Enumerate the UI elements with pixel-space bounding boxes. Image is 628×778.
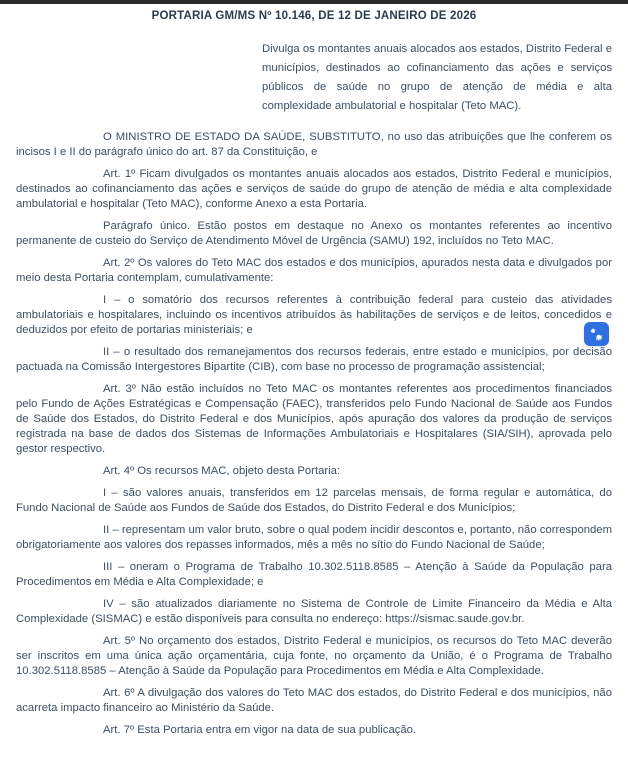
document-body [16, 40, 612, 738]
paragraph-art-4-inciso-i: I – são valores anuais, transferidos em 12 parcelas mensais, de forma regular e automática, do Fundo Nacional de Saúde aos Fundos de Saúde dos Estados, do Distrito Federal e dos Municípios; [16, 487, 612, 514]
paragraph-art-6: Art. 6º A divulgação dos valores do Teto MAC dos estados, do Distrito Federal e dos municípios, não acarreta impacto financeiro ao Ministério da Saúde. [16, 687, 612, 714]
paragraph-art-4-inciso-iii: III – oneram o Programa de Trabalho 10.302.5118.8585 – Atenção à Saúde da População para Procedimentos em Média e Alta Complexidade; e [16, 561, 612, 588]
paragraph-art-1: Art. 1º Ficam divulgados os montantes anuais alocados aos estados, Distrito Federal e municípios, destinados ao cofinanciamento das ações e serviços de saúde do grupo de atenção de média e alta complexidade ambulatorial e hospitalar (Teto MAC), conforme Anexo a esta Portaria. [16, 168, 612, 210]
paragraph-preamble: O MINISTRO DE ESTADO DA SAÚDE, SUBSTITUTO, no uso das atribuições que lhe conferem os incisos I e II do parágrafo único do art. 87 da Constituição, e [16, 131, 612, 158]
paragraph-art-1-paragrafo-unico: Parágrafo único. Estão postos em destaque no Anexo os montantes referentes ao incentivo permanente de custeio do Serviço de Atendimento Móvel de Urgência (SAMU) 192, incluídos no Teto MAC. [16, 220, 612, 247]
paragraph-art-5: Art. 5º No orçamento dos estados, Distrito Federal e municípios, os recursos do Teto MAC deverão ser inscritos em uma única ação orçamentária, cuja fonte, no orçamento da União, é o Programa de Trabalho 10.302.5118.8585 – Atenção à Saúde da População para Procedimentos em Média e Alta Complexidade. [16, 635, 612, 677]
accessibility-vlibras-button[interactable] [584, 322, 609, 346]
epigraph: Divulga os montantes anuais alocados aos estados, Distrito Federal e municípios, destinados ao cofinanciamento das ações e serviços públicos de saúde no grupo de atenção de média e alta complexidade ambulatorial e hospitalar (Teto MAC). [262, 43, 612, 112]
paragraph-art-2: Art. 2º Os valores do Teto MAC dos estados e dos municípios, apurados nesta data e divulgados por meio desta Portaria contemplam, cumulativamente: [16, 257, 612, 284]
document-title: PORTARIA GM/MS Nº 10.146, DE 12 DE JANEIRO DE 2026 [151, 10, 477, 22]
top-border [0, 0, 628, 4]
paragraph-art-4-inciso-ii: II – representam um valor bruto, sobre o qual podem incidir descontos e, portanto, não correspondem obrigatoriamente aos valores dos repasses informados, mês a mês no sítio do Fundo Nacional de Saúde; [16, 524, 612, 551]
paragraph-art-2-inciso-ii: II – o resultado dos remanejamentos dos recursos federais, entre estado e municípios, por decisão pactuada na Comissão Intergestores Bipartite (CIB), com base no processo de programação assistencial; [16, 346, 612, 373]
paragraph-art-4-inciso-iv: IV – são atualizados diariamente no Sistema de Controle de Limite Financeiro da Média e Alta Complexidade (SISMAC) e estão disponíveis para consulta no endereço: https://sismac.saude.gov.br. [16, 598, 612, 625]
paragraph-art-3: Art. 3º Não estão incluídos no Teto MAC os montantes referentes aos procedimentos financiados pelo Fundo de Ações Estratégicas e Compensação (FAEC), transferidos pelo Fundo Nacional de Saúde aos Fundos de Saúde dos Estados, do Distrito Federal e dos Municípios, após apuração dos valores da produção de serviços registrada na base de dados dos Sistemas de Informações Ambulatoriais e Hospitalares (SIA/SIH), aprovada pelo gestor respectivo. [16, 383, 612, 455]
paragraph-art-7: Art. 7º Esta Portaria entra em vigor na data de sua publicação. [103, 724, 417, 736]
sign-language-hands-icon [587, 325, 606, 344]
paragraph-art-4: Art. 4º Os recursos MAC, objeto desta Portaria: [103, 465, 341, 477]
paragraph-art-2-inciso-i: I – o somatório dos recursos referentes à contribuição federal para custeio das atividades ambulatoriais e hospitalares, incluindo os incentivos atribuídos às habilitações de serviços e de leitos, concedidos e deduzidos por efeito de portarias ministeriais; e [16, 294, 612, 336]
